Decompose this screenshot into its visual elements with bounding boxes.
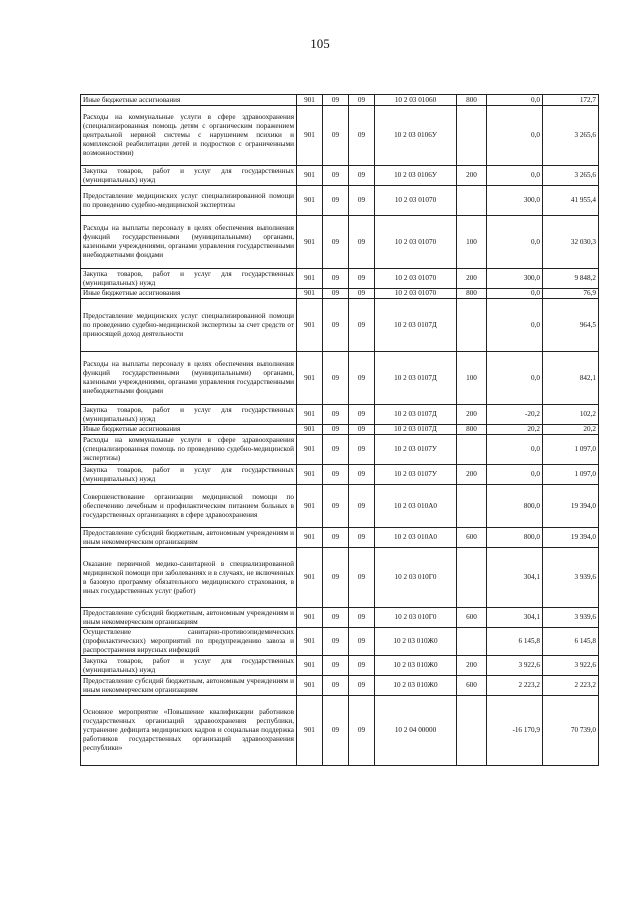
table-row [81, 548, 599, 608]
row-subsection-cell: 09 [349, 608, 375, 628]
row-section-cell: 09 [323, 186, 349, 216]
row-change-cell: 0,0 [487, 166, 543, 186]
row-name-cell: Закупка товаров, работ и услуг для государственных (муниципальных) нужд [81, 656, 297, 676]
row-expense-type-cell [457, 186, 487, 216]
row-section-cell: 09 [323, 352, 349, 405]
row-gov-code-cell: 901 [297, 425, 323, 435]
table-row [81, 628, 599, 656]
row-section-cell: 09 [323, 269, 349, 289]
row-section-cell: 09 [323, 548, 349, 608]
row-total-cell: 3 265,6 [543, 106, 599, 166]
row-expense-type-cell: 200 [457, 269, 487, 289]
row-subsection-cell: 09 [349, 216, 375, 269]
row-gov-code-cell: 901 [297, 548, 323, 608]
row-section-cell: 09 [323, 696, 349, 766]
row-total-cell: 3 265,6 [543, 166, 599, 186]
row-total-cell: 19 394,0 [543, 485, 599, 528]
row-expense-type-cell [457, 628, 487, 656]
row-target-code-cell: 10 2 03 01070 [375, 186, 457, 216]
row-target-code-cell: 10 2 03 01070 [375, 216, 457, 269]
row-target-code-cell: 10 2 03 0107Д [375, 352, 457, 405]
row-gov-code-cell: 901 [297, 216, 323, 269]
page-number: 105 [310, 36, 330, 51]
row-change-cell: -20,2 [487, 405, 543, 425]
row-name-cell: Расходы на выплаты персоналу в целях обеспечения выполнения функций государственными (муниципальными) органами, казенными учреждениями, органами управления государственными внебюджетными фондами [81, 352, 297, 405]
row-subsection-cell: 09 [349, 269, 375, 289]
row-section-cell: 09 [323, 435, 349, 465]
row-gov-code-cell: 901 [297, 656, 323, 676]
row-gov-code-cell: 901 [297, 289, 323, 299]
row-target-code-cell: 10 2 03 0107Д [375, 405, 457, 425]
row-change-cell: 0,0 [487, 106, 543, 166]
table-row [81, 656, 599, 676]
row-change-cell: 300,0 [487, 186, 543, 216]
row-change-cell: 0,0 [487, 216, 543, 269]
row-subsection-cell: 09 [349, 628, 375, 656]
row-target-code-cell: 10 2 03 010А0 [375, 528, 457, 548]
row-name-cell: Предоставление субсидий бюджетным, автономным учреждениям и иным некоммерческим организациям [81, 528, 297, 548]
row-target-code-cell: 10 2 03 0107У [375, 465, 457, 485]
row-subsection-cell: 09 [349, 696, 375, 766]
row-expense-type-cell [457, 435, 487, 465]
row-section-cell: 09 [323, 299, 349, 352]
table-row [81, 676, 599, 696]
row-expense-type-cell: 200 [457, 465, 487, 485]
row-total-cell: 964,5 [543, 299, 599, 352]
row-total-cell: 41 955,4 [543, 186, 599, 216]
row-section-cell: 09 [323, 405, 349, 425]
table-row [81, 299, 599, 352]
row-section-cell: 09 [323, 676, 349, 696]
row-change-cell: 304,1 [487, 548, 543, 608]
table-row [81, 106, 599, 166]
row-expense-type-cell: 800 [457, 95, 487, 106]
row-expense-type-cell [457, 696, 487, 766]
row-name-cell: Закупка товаров, работ и услуг для государственных (муниципальных) нужд [81, 405, 297, 425]
row-subsection-cell: 09 [349, 299, 375, 352]
row-target-code-cell: 10 2 03 010А0 [375, 485, 457, 528]
table-row [81, 166, 599, 186]
table-row [81, 485, 599, 528]
row-name-cell: Закупка товаров, работ и услуг для государственных (муниципальных) нужд [81, 166, 297, 186]
table-row [81, 289, 599, 299]
row-subsection-cell: 09 [349, 166, 375, 186]
row-gov-code-cell: 901 [297, 405, 323, 425]
row-name-cell: Иные бюджетные ассигнования [81, 289, 297, 299]
row-change-cell: 6 145,8 [487, 628, 543, 656]
table-row [81, 186, 599, 216]
row-expense-type-cell: 600 [457, 528, 487, 548]
row-expense-type-cell: 100 [457, 352, 487, 405]
row-section-cell: 09 [323, 95, 349, 106]
row-name-cell: Закупка товаров, работ и услуг для государственных (муниципальных) нужд [81, 269, 297, 289]
row-change-cell: 0,0 [487, 289, 543, 299]
row-section-cell: 09 [323, 528, 349, 548]
row-section-cell: 09 [323, 289, 349, 299]
row-subsection-cell: 09 [349, 548, 375, 608]
row-gov-code-cell: 901 [297, 676, 323, 696]
row-target-code-cell: 10 2 03 0107У [375, 435, 457, 465]
row-subsection-cell: 09 [349, 656, 375, 676]
row-section-cell: 09 [323, 656, 349, 676]
row-total-cell: 3 922,6 [543, 656, 599, 676]
row-total-cell: 9 848,2 [543, 269, 599, 289]
row-name-cell: Расходы на коммунальные услуги в сфере здравоохранения (специализированная помощь по проведению судебно-медицинской экспертизы) [81, 435, 297, 465]
row-expense-type-cell: 600 [457, 676, 487, 696]
row-change-cell: 3 922,6 [487, 656, 543, 676]
row-subsection-cell: 09 [349, 95, 375, 106]
row-target-code-cell: 10 2 03 01060 [375, 95, 457, 106]
row-target-code-cell: 10 2 03 010Г0 [375, 608, 457, 628]
row-total-cell: 3 939,6 [543, 548, 599, 608]
row-change-cell: -16 170,9 [487, 696, 543, 766]
row-section-cell: 09 [323, 628, 349, 656]
row-gov-code-cell: 901 [297, 435, 323, 465]
row-total-cell: 70 739,0 [543, 696, 599, 766]
row-name-cell: Иные бюджетные ассигнования [81, 95, 297, 106]
row-expense-type-cell: 200 [457, 166, 487, 186]
row-gov-code-cell: 901 [297, 166, 323, 186]
row-change-cell: 300,0 [487, 269, 543, 289]
row-total-cell: 102,2 [543, 405, 599, 425]
row-total-cell: 19 394,0 [543, 528, 599, 548]
row-name-cell: Основное мероприятие «Повышение квалификации работников государственных организаций здравоохранения республики, устранение дефицита медицинских кадров и социальная поддержка работников государственных организаций здравоохранения республики» [81, 696, 297, 766]
row-gov-code-cell: 901 [297, 485, 323, 528]
row-section-cell: 09 [323, 608, 349, 628]
row-name-cell: Расходы на коммунальные услуги в сфере здравоохранения (специализированная помощь детям с органическим поражением центральной нервной системы с нарушением психики и комплексной реабилитации детей и подростков с ограниченными возможностями) [81, 106, 297, 166]
row-gov-code-cell: 901 [297, 269, 323, 289]
row-target-code-cell: 10 2 03 010Г0 [375, 548, 457, 608]
row-subsection-cell: 09 [349, 485, 375, 528]
row-target-code-cell: 10 2 03 0107Д [375, 299, 457, 352]
row-subsection-cell: 09 [349, 405, 375, 425]
row-section-cell: 09 [323, 465, 349, 485]
row-gov-code-cell: 901 [297, 352, 323, 405]
row-total-cell: 2 223,2 [543, 676, 599, 696]
row-change-cell: 0,0 [487, 465, 543, 485]
row-subsection-cell: 09 [349, 435, 375, 465]
table-row [81, 608, 599, 628]
row-section-cell: 09 [323, 485, 349, 528]
row-expense-type-cell [457, 299, 487, 352]
budget-table-body [81, 95, 599, 766]
row-gov-code-cell: 901 [297, 696, 323, 766]
row-name-cell: Расходы на выплаты персоналу в целях обеспечения выполнения функций государственными (муниципальными) органами, казенными учреждениями, органами управления государственными внебюджетными фондами [81, 216, 297, 269]
row-expense-type-cell [457, 548, 487, 608]
row-name-cell: Иные бюджетные ассигнования [81, 425, 297, 435]
row-gov-code-cell: 901 [297, 628, 323, 656]
row-section-cell: 09 [323, 425, 349, 435]
row-expense-type-cell: 200 [457, 656, 487, 676]
row-total-cell: 6 145,8 [543, 628, 599, 656]
table-row [81, 465, 599, 485]
row-subsection-cell: 09 [349, 186, 375, 216]
row-subsection-cell: 09 [349, 676, 375, 696]
row-gov-code-cell: 901 [297, 186, 323, 216]
row-target-code-cell: 10 2 04 00000 [375, 696, 457, 766]
row-subsection-cell: 09 [349, 465, 375, 485]
row-total-cell: 76,9 [543, 289, 599, 299]
row-name-cell: Совершенствование организации медицинской помощи по обеспечению лечебным и профилактическим питанием больных в государственных организациях в сфере здравоохранения [81, 485, 297, 528]
row-name-cell: Оказание первичной медико-санитарной в специализированной медицинской помощи при заболеваниях и в случаях, не включенных в базовую программу обязательного медицинского страхования, в иных государственных услуг (работ) [81, 548, 297, 608]
row-expense-type-cell: 200 [457, 405, 487, 425]
row-target-code-cell: 10 2 03 0106У [375, 166, 457, 186]
row-subsection-cell: 09 [349, 289, 375, 299]
row-gov-code-cell: 901 [297, 299, 323, 352]
row-name-cell: Осуществление санитарно-противоэпидемических (профилактических) мероприятий по предупреждению завоза и распространения вирусных инфекций [81, 628, 297, 656]
row-target-code-cell: 10 2 03 010Ж0 [375, 656, 457, 676]
row-expense-type-cell: 800 [457, 425, 487, 435]
row-target-code-cell: 10 2 03 01070 [375, 269, 457, 289]
table-row [81, 696, 599, 766]
row-gov-code-cell: 901 [297, 95, 323, 106]
row-expense-type-cell [457, 485, 487, 528]
row-change-cell: 0,0 [487, 299, 543, 352]
row-name-cell: Предоставление субсидий бюджетным, автономным учреждениям и иным некоммерческим организациям [81, 608, 297, 628]
table-row [81, 352, 599, 405]
table-row [81, 435, 599, 465]
table-row [81, 528, 599, 548]
row-expense-type-cell: 600 [457, 608, 487, 628]
row-expense-type-cell [457, 106, 487, 166]
row-subsection-cell: 09 [349, 425, 375, 435]
row-section-cell: 09 [323, 166, 349, 186]
row-change-cell: 800,0 [487, 528, 543, 548]
row-gov-code-cell: 901 [297, 465, 323, 485]
row-subsection-cell: 09 [349, 528, 375, 548]
table-row [81, 425, 599, 435]
table-row [81, 216, 599, 269]
row-target-code-cell: 10 2 03 010Ж0 [375, 628, 457, 656]
row-change-cell: 20,2 [487, 425, 543, 435]
row-section-cell: 09 [323, 106, 349, 166]
row-change-cell: 800,0 [487, 485, 543, 528]
row-change-cell: 304,1 [487, 608, 543, 628]
row-total-cell: 1 097,0 [543, 465, 599, 485]
row-total-cell: 3 939,6 [543, 608, 599, 628]
row-total-cell: 20,2 [543, 425, 599, 435]
row-name-cell: Предоставление медицинских услуг специализированной помощи по проведению судебно-медицинской экспертизы [81, 186, 297, 216]
row-change-cell: 0,0 [487, 352, 543, 405]
row-section-cell: 09 [323, 216, 349, 269]
table-row [81, 95, 599, 106]
row-expense-type-cell: 800 [457, 289, 487, 299]
row-gov-code-cell: 901 [297, 608, 323, 628]
row-total-cell: 172,7 [543, 95, 599, 106]
row-target-code-cell: 10 2 03 0106У [375, 106, 457, 166]
row-name-cell: Предоставление субсидий бюджетным, автономным учреждениям и иным некоммерческим организациям [81, 676, 297, 696]
row-change-cell: 2 223,2 [487, 676, 543, 696]
row-subsection-cell: 09 [349, 352, 375, 405]
row-target-code-cell: 10 2 03 0107Д [375, 425, 457, 435]
row-total-cell: 32 030,3 [543, 216, 599, 269]
row-subsection-cell: 09 [349, 106, 375, 166]
row-expense-type-cell: 100 [457, 216, 487, 269]
table-row [81, 405, 599, 425]
budget-table [80, 94, 599, 766]
row-change-cell: 0,0 [487, 95, 543, 106]
row-target-code-cell: 10 2 03 010Ж0 [375, 676, 457, 696]
row-gov-code-cell: 901 [297, 106, 323, 166]
row-target-code-cell: 10 2 03 01070 [375, 289, 457, 299]
row-name-cell: Закупка товаров, работ и услуг для государственных (муниципальных) нужд [81, 465, 297, 485]
row-total-cell: 1 097,0 [543, 435, 599, 465]
table-row [81, 269, 599, 289]
row-total-cell: 842,1 [543, 352, 599, 405]
row-gov-code-cell: 901 [297, 528, 323, 548]
row-change-cell: 0,0 [487, 435, 543, 465]
row-name-cell: Предоставление медицинских услуг специализированной помощи по проведению судебно-медицинской экспертизы за счет средств от приносящей доход деятельности [81, 299, 297, 352]
